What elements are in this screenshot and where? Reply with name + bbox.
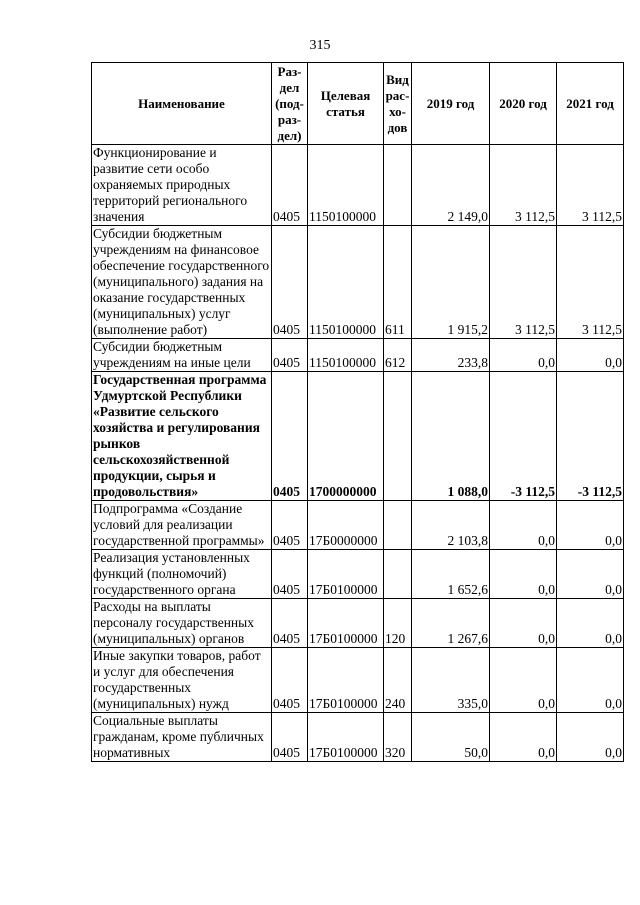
table-row bbox=[92, 226, 624, 339]
cell-2021: 0,0 bbox=[557, 550, 624, 599]
cell-2019: 1 652,6 bbox=[412, 550, 490, 599]
cell-name: Реализация установленных функций (полномочий) государственного органа bbox=[92, 550, 272, 599]
page-number: 315 bbox=[309, 38, 331, 53]
table-row bbox=[92, 372, 624, 501]
cell-section: 0405 bbox=[272, 713, 308, 762]
cell-name: Иные закупки товаров, работ и услуг для обеспечения государственных (муниципальных) нужд bbox=[92, 648, 272, 713]
cell-2019: 2 149,0 bbox=[412, 145, 490, 226]
header-name: Наименование bbox=[92, 63, 272, 145]
cell-section: 0405 bbox=[272, 550, 308, 599]
table-row bbox=[92, 550, 624, 599]
cell-2020: 0,0 bbox=[490, 648, 557, 713]
cell-section: 0405 bbox=[272, 648, 308, 713]
cell-2021: 0,0 bbox=[557, 339, 624, 372]
header-target: Целевая статья bbox=[308, 63, 384, 145]
cell-2019: 1 267,6 bbox=[412, 599, 490, 648]
cell-2020: 0,0 bbox=[490, 713, 557, 762]
cell-section: 0405 bbox=[272, 226, 308, 339]
cell-target: 1150100000 bbox=[308, 226, 384, 339]
cell-2020: 0,0 bbox=[490, 599, 557, 648]
cell-expense-type: 120 bbox=[384, 599, 412, 648]
cell-2020: 3 112,5 bbox=[490, 226, 557, 339]
cell-2021: -3 112,5 bbox=[557, 372, 624, 501]
cell-target: 1150100000 bbox=[308, 145, 384, 226]
cell-2019: 1 088,0 bbox=[412, 372, 490, 501]
cell-expense-type: 240 bbox=[384, 648, 412, 713]
header-2019: 2019 год bbox=[412, 63, 490, 145]
cell-section: 0405 bbox=[272, 339, 308, 372]
cell-expense-type: 611 bbox=[384, 226, 412, 339]
cell-expense-type bbox=[384, 145, 412, 226]
cell-2020: 0,0 bbox=[490, 501, 557, 550]
cell-name: Расходы на выплаты персоналу государственных (муниципальных) органов bbox=[92, 599, 272, 648]
cell-2019: 335,0 bbox=[412, 648, 490, 713]
table-row bbox=[92, 599, 624, 648]
header-2020: 2020 год bbox=[490, 63, 557, 145]
cell-name: Субсидии бюджетным учреждениям на финансовое обеспечение государственного (муниципального) задания на оказание государственных (муниципальных) услуг (выполнение работ) bbox=[92, 226, 272, 339]
cell-target: 17Б0100000 bbox=[308, 550, 384, 599]
header-2021: 2021 год bbox=[557, 63, 624, 145]
cell-expense-type: 612 bbox=[384, 339, 412, 372]
cell-2020: -3 112,5 bbox=[490, 372, 557, 501]
cell-target: 17Б0100000 bbox=[308, 599, 384, 648]
cell-2020: 0,0 bbox=[490, 339, 557, 372]
table-row bbox=[92, 339, 624, 372]
cell-2021: 3 112,5 bbox=[557, 226, 624, 339]
header-expense-type: Вид рас- хо- дов bbox=[384, 63, 412, 145]
cell-target: 17Б0100000 bbox=[308, 713, 384, 762]
cell-section: 0405 bbox=[272, 145, 308, 226]
cell-2019: 50,0 bbox=[412, 713, 490, 762]
cell-2021: 0,0 bbox=[557, 599, 624, 648]
cell-section: 0405 bbox=[272, 599, 308, 648]
cell-2019: 1 915,2 bbox=[412, 226, 490, 339]
cell-expense-type bbox=[384, 501, 412, 550]
cell-name: Подпрограмма «Создание условий для реализации государственной программы» bbox=[92, 501, 272, 550]
cell-expense-type bbox=[384, 550, 412, 599]
table-row bbox=[92, 713, 624, 762]
cell-target: 17Б0100000 bbox=[308, 648, 384, 713]
cell-2021: 3 112,5 bbox=[557, 145, 624, 226]
cell-2019: 2 103,8 bbox=[412, 501, 490, 550]
budget-table bbox=[91, 62, 624, 762]
header-section: Раз- дел (под- раз- дел) bbox=[272, 63, 308, 145]
cell-2021: 0,0 bbox=[557, 648, 624, 713]
cell-name: Государственная программа Удмуртской Республики «Развитие сельского хозяйства и регулирования рынков сельскохозяйственной продукции, сырья и продовольствия» bbox=[92, 372, 272, 501]
cell-target: 1700000000 bbox=[308, 372, 384, 501]
cell-expense-type bbox=[384, 372, 412, 501]
table-row bbox=[92, 501, 624, 550]
cell-target: 1150100000 bbox=[308, 339, 384, 372]
cell-2021: 0,0 bbox=[557, 501, 624, 550]
cell-name: Субсидии бюджетным учреждениям на иные цели bbox=[92, 339, 272, 372]
table-row bbox=[92, 648, 624, 713]
cell-name: Социальные выплаты гражданам, кроме публичных нормативных bbox=[92, 713, 272, 762]
cell-section: 0405 bbox=[272, 501, 308, 550]
cell-target: 17Б0000000 bbox=[308, 501, 384, 550]
cell-2020: 0,0 bbox=[490, 550, 557, 599]
cell-name: Функционирование и развитие сети особо охраняемых природных территорий регионального значения bbox=[92, 145, 272, 226]
cell-2021: 0,0 bbox=[557, 713, 624, 762]
cell-2020: 3 112,5 bbox=[490, 145, 557, 226]
table-header-row bbox=[92, 63, 624, 145]
cell-2019: 233,8 bbox=[412, 339, 490, 372]
cell-section: 0405 bbox=[272, 372, 308, 501]
cell-expense-type: 320 bbox=[384, 713, 412, 762]
table-row bbox=[92, 145, 624, 226]
